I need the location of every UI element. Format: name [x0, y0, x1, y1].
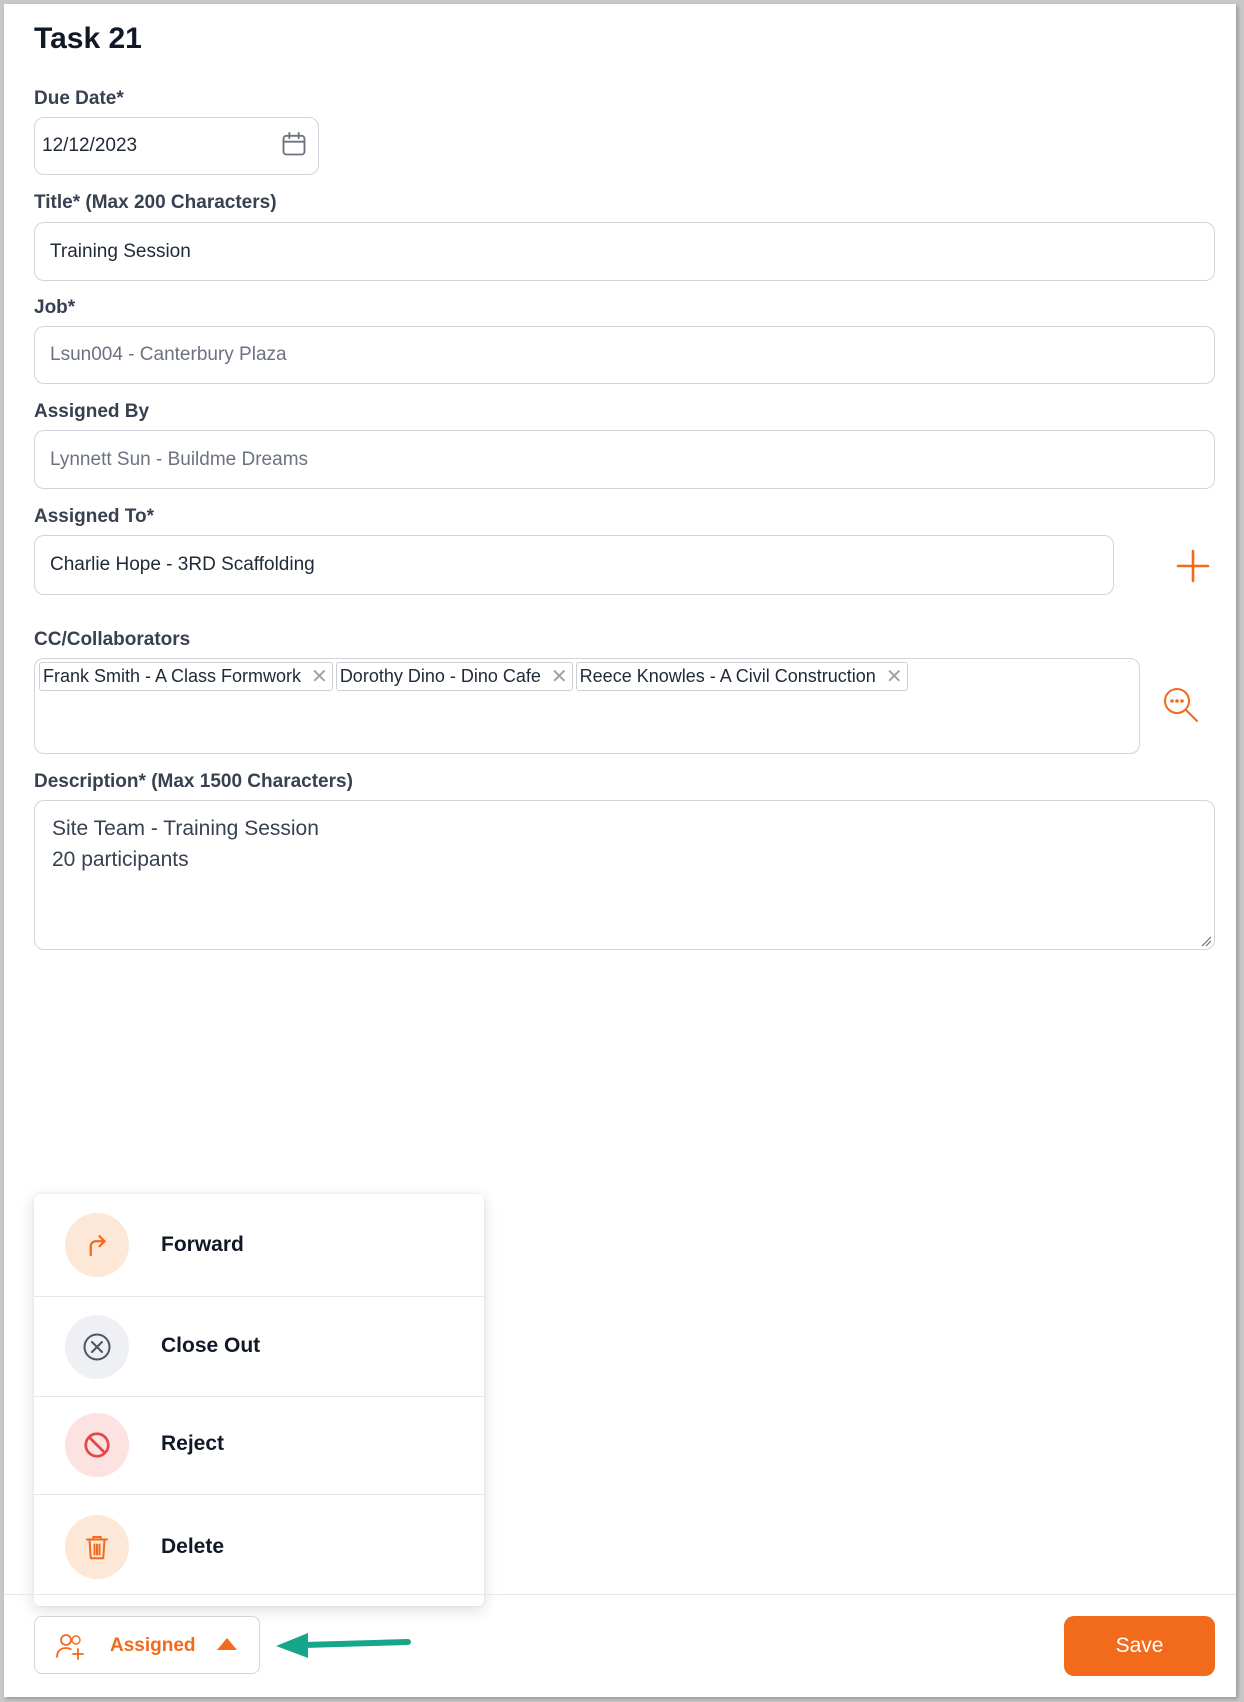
collaborators-input[interactable]: [34, 658, 1140, 754]
menu-item-label: Forward: [161, 1233, 244, 1256]
menu-item-label: Close Out: [161, 1334, 261, 1357]
page-title: Task 21: [34, 22, 142, 55]
footer-divider: [4, 1594, 1236, 1595]
menu-item-forward[interactable]: [34, 1194, 484, 1296]
close-out-icon-circle: [65, 1315, 129, 1379]
close-circle-icon: [82, 1332, 112, 1362]
annotation-arrow-icon: [274, 1630, 414, 1660]
due-date-label: Due Date*: [34, 88, 124, 109]
forward-icon-circle: [65, 1213, 129, 1277]
save-button[interactable]: Save: [1064, 1616, 1215, 1676]
caret-up-icon: [217, 1638, 237, 1650]
menu-item-reject[interactable]: [34, 1396, 484, 1495]
assigned-to-value: Charlie Hope - 3RD Scaffolding: [50, 554, 315, 575]
job-label: Job*: [34, 297, 76, 318]
title-input[interactable]: [34, 222, 1215, 281]
assigned-by-label: Assigned By: [34, 401, 150, 422]
search-collaborators-icon[interactable]: [1162, 686, 1200, 724]
assigned-to-input[interactable]: [34, 535, 1114, 595]
status-action-menu: [34, 1194, 484, 1606]
calendar-icon[interactable]: [280, 130, 308, 158]
collaborator-chip: [576, 662, 908, 691]
assigned-to-label: Assigned To*: [34, 506, 154, 527]
chip-label: Dorothy Dino - Dino Cafe: [339, 666, 541, 686]
menu-item-label: Delete: [161, 1535, 225, 1558]
menu-item-label: Reject: [161, 1432, 225, 1455]
due-date-input[interactable]: [34, 117, 319, 175]
assigned-by-value: Lynnett Sun - Buildme Dreams: [50, 448, 309, 470]
ban-icon: [82, 1430, 112, 1460]
chip-label: Reece Knowles - A Civil Construction: [579, 666, 876, 686]
remove-chip-icon[interactable]: ✕: [885, 665, 903, 688]
collaborators-label: CC/Collaborators: [34, 629, 191, 650]
trash-icon: [82, 1532, 112, 1562]
description-label: Description* (Max 1500 Characters): [34, 771, 353, 792]
assigned-by-input[interactable]: [34, 430, 1215, 489]
task-form-panel: [4, 4, 1236, 1697]
forward-arrow-icon: [82, 1230, 112, 1260]
job-input[interactable]: [34, 326, 1215, 384]
collaborator-chip: [39, 662, 333, 691]
status-label: Assigned: [110, 1635, 196, 1656]
add-assignee-plus-icon[interactable]: [1175, 548, 1211, 584]
remove-chip-icon[interactable]: ✕: [311, 665, 328, 688]
menu-item-delete[interactable]: [34, 1494, 484, 1607]
title-label: Title* (Max 200 Characters): [34, 192, 277, 213]
title-value: Training Session: [50, 240, 191, 262]
collaborator-chip: [336, 662, 573, 691]
chip-label: Frank Smith - A Class Formwork: [43, 666, 302, 686]
delete-icon-circle: [65, 1515, 129, 1579]
job-value: Lsun004 - Canterbury Plaza: [50, 344, 287, 365]
user-add-icon: [55, 1631, 85, 1661]
due-date-value: 12/12/2023: [42, 135, 138, 156]
resize-grip-icon[interactable]: [1200, 935, 1212, 947]
reject-icon-circle: [65, 1413, 129, 1477]
status-dropdown-button[interactable]: [34, 1616, 260, 1674]
menu-item-close-out[interactable]: [34, 1296, 484, 1397]
remove-chip-icon[interactable]: ✕: [550, 665, 568, 688]
description-textarea[interactable]: Site Team - Training Session 20 participants: [34, 800, 1215, 950]
